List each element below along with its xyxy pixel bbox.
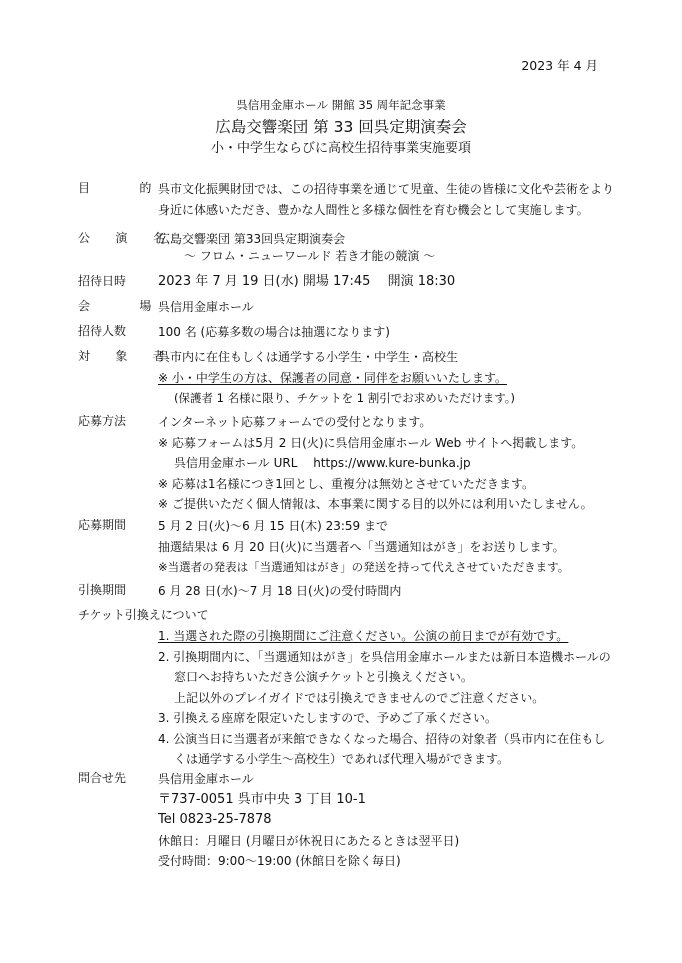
section-label: 公 演 名 xyxy=(78,231,176,245)
section-label: 応募方法 xyxy=(78,414,127,428)
section-label: 引換期間 xyxy=(78,583,127,597)
venue-value: 呉信用金庫ホール xyxy=(158,300,254,314)
datetime-value: 2023 年 7 月 19 日(水) 開場 17:45 開演 18:30 xyxy=(158,274,456,289)
ticket-rule: 1. 当選された際の引換期間にご注意ください。公演の前日までが有効です。 xyxy=(158,629,569,643)
contact-address: 〒737-0051 呉市中央 3 丁目 10-1 xyxy=(158,791,366,807)
capacity-value: 100 名 (応募多数の場合は抽選になります) xyxy=(158,325,390,339)
purpose-line: 呉市文化振興財団では、この招待事業を通じて児童、生徒の皆様に文化や芸術をより xyxy=(158,182,615,196)
app-period-line: 5 月 2 日(火)～6 月 15 日(木) 23:59 まで xyxy=(158,519,388,533)
purpose-line: 身近に体感いただき、豊かな人間性と多様な個性を育む機会として実施します。 xyxy=(158,202,589,217)
contact-phone: Tel 0823-25-7878 xyxy=(158,812,272,827)
ticket-rule-cont: 窓口へお持ちいただき公演チケットと引換えください。 xyxy=(174,670,473,684)
section-label: 招待日時 xyxy=(78,274,127,288)
program-title: 小・中学生ならびに高校生招待事業実施要項 xyxy=(210,141,471,156)
performance-name: 広島交響楽団 第33回呉定期演奏会 xyxy=(158,232,346,246)
section-label: 招待人数 xyxy=(78,324,127,338)
ticket-rule: 2. 引換期間内に、「当選通知はがき」を呉信用金庫ホールまたは新日本造機ホールの xyxy=(158,649,611,664)
app-period-line: 抽選結果は 6 月 20 日(火)に当選者へ「当選通知はがき」をお送りします。 xyxy=(158,539,565,554)
section-label: 目 的 xyxy=(78,181,175,195)
section-label: 会 場 xyxy=(78,299,175,313)
application-line: インターネット応募フォームでの受付となります。 xyxy=(158,415,432,429)
exchange-period-value: 6 月 28 日(水)～7 月 18 日(火)の受付時間内 xyxy=(158,584,402,598)
performance-subtitle: ～ フロム・ニューワールド 若き才能の競演 ～ xyxy=(184,248,436,263)
ticket-rule: 3. 引換える座席を限定いたしますので、予めご了承ください。 xyxy=(158,711,498,725)
contact-closed-day: 休館日：月曜日 (月曜日が休祝日にあたるときは翌平日) xyxy=(158,833,460,848)
event-subtitle: 呉信用金庫ホール 開館 35 周年記念事業 xyxy=(236,98,446,112)
target-note-underlined: ※ 小・中学生の方は、保護者の同意・同伴をお願いいたします。 xyxy=(158,370,507,385)
section-label: 対 象 者 xyxy=(78,349,176,363)
event-title: 広島交響楽団 第 33 回呉定期演奏会 xyxy=(215,118,467,136)
section-label: 問合せ先 xyxy=(78,771,127,785)
ticket-rule-cont: 上記以外のプレイガイドでは引換えできませんのでご注意ください。 xyxy=(174,690,545,705)
ticket-rule-cont: くは通学する小学生～高校生）であれば代理入場ができます。 xyxy=(174,752,510,766)
section-label: 応募期間 xyxy=(78,518,127,532)
ticket-rule: 4. 公演当日に当選者が来館できなくなった場合、招待の対象者（呉市内に在住もし xyxy=(158,731,606,746)
issue-date: 2023 年 4 月 xyxy=(521,58,598,73)
application-url: 呉信用金庫ホール URL https://www.kure-bunka.jp xyxy=(174,456,471,470)
app-period-note: ※当選者の発表は「当選通知はがき」の発送を持って代えさせていただきます。 xyxy=(158,560,570,574)
target-note: (保護者 1 名様に限り、チケットを 1 割引でお求めいただけます。) xyxy=(174,391,516,405)
target-line: 呉市内に在住もしくは通学する小学生・中学生・高校生 xyxy=(158,350,459,364)
contact-hours: 受付時間：9:00～19:00 (休館日を除く毎日) xyxy=(158,854,401,868)
application-line: ※ 応募フォームは5月 2 日(火)に呉信用金庫ホール Web サイトへ掲載します。 xyxy=(158,435,584,450)
contact-name: 呉信用金庫ホール xyxy=(158,772,254,786)
section-label: チケット引換えについて xyxy=(78,608,209,622)
application-line: ※ 応募は1名様につき1回とし、重複分は無効とさせていただきます。 xyxy=(158,476,534,491)
application-line: ※ ご提供いただく個人情報は、本事業に関する目的以外には利用いたしません。 xyxy=(158,497,593,511)
